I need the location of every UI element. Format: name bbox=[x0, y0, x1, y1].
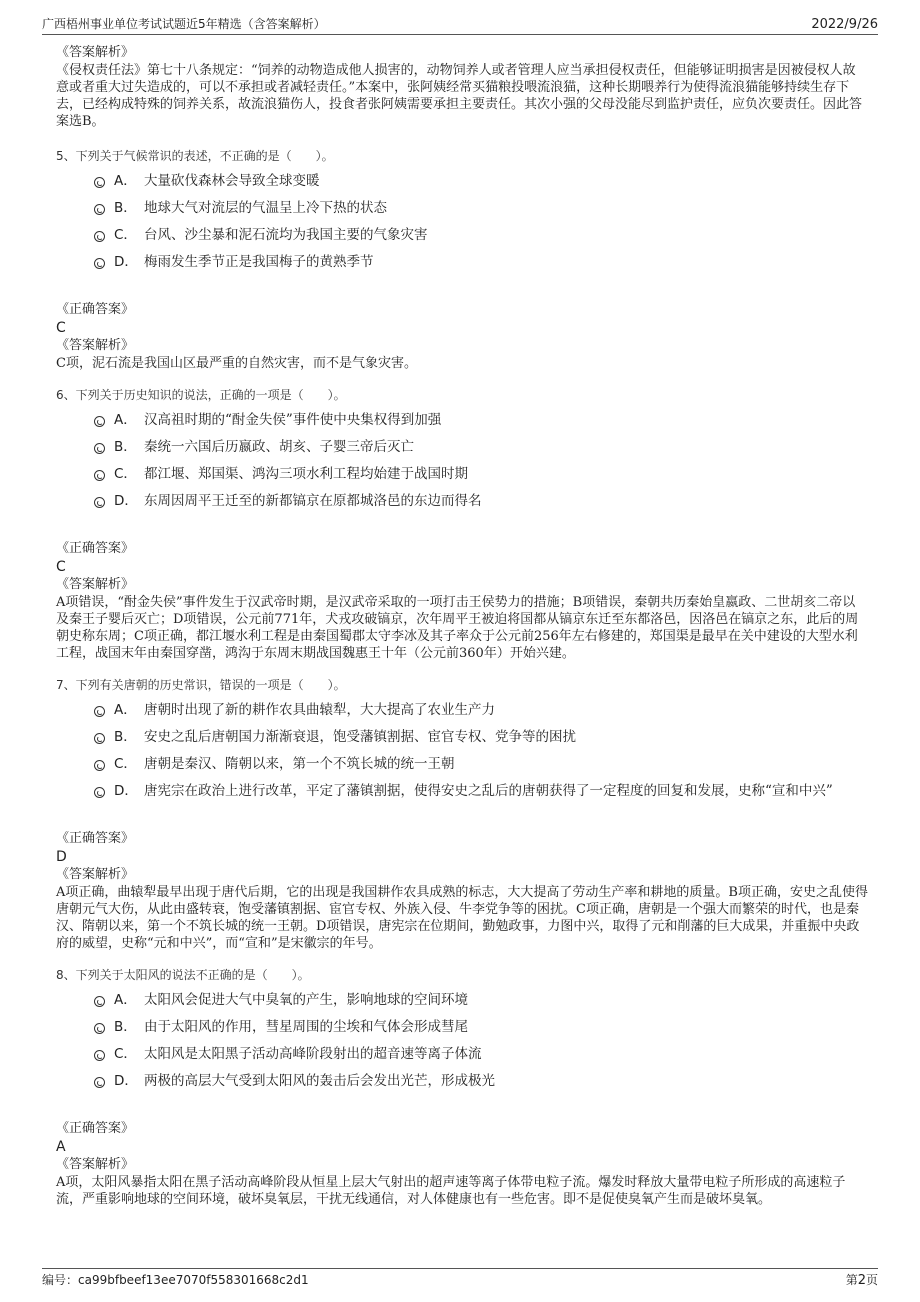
document-title: 广西梧州事业单位考试试题近5年精选（含答案解析） bbox=[42, 17, 326, 31]
option-c[interactable]: C． 太阳风是太阳黑子活动高峰阶段射出的超音速等离子体流 bbox=[56, 1044, 868, 1065]
option-b[interactable]: B． 地球大气对流层的气温呈上冷下热的状态 bbox=[56, 198, 868, 219]
answer-value: D bbox=[56, 849, 67, 865]
analysis-label: 《答案解析》 bbox=[56, 45, 135, 60]
radio-icon[interactable] bbox=[94, 1050, 105, 1061]
option-d[interactable]: D． 两极的高层大气受到太阳风的轰击后会发出光芒，形成极光 bbox=[56, 1071, 868, 1092]
question-stem: 5、下列关于气候常识的表述，不正确的是（ ）。 bbox=[56, 149, 334, 163]
question-stem: 7、下列有关唐朝的历史常识，错误的一项是（ ）。 bbox=[56, 678, 346, 692]
radio-icon[interactable] bbox=[94, 1023, 105, 1034]
page-footer bbox=[42, 1268, 878, 1289]
answer-label: 《正确答案》 bbox=[56, 831, 135, 846]
radio-icon[interactable] bbox=[94, 760, 105, 771]
radio-icon[interactable] bbox=[94, 416, 105, 427]
option-b[interactable]: B． 安史之乱后唐朝国力渐渐衰退，饱受藩镇割据、宦官专权、党争等的困扰 bbox=[56, 727, 868, 748]
option-a[interactable]: A． 太阳风会促进大气中臭氧的产生，影响地球的空间环境 bbox=[56, 990, 868, 1011]
answer-label: 《正确答案》 bbox=[56, 302, 135, 317]
radio-icon[interactable] bbox=[94, 204, 105, 215]
option-d[interactable]: D． 唐宪宗在政治上进行改革，平定了藩镇割据，使得安史之乱后的唐朝获得了一定程度的回复和发展，史称“宣和中兴” bbox=[56, 781, 868, 802]
option-a[interactable]: A． 大量砍伐森林会导致全球变暖 bbox=[56, 171, 868, 192]
radio-icon[interactable] bbox=[94, 470, 105, 481]
radio-icon[interactable] bbox=[94, 497, 105, 508]
page-content bbox=[56, 44, 868, 1208]
analysis-text: C项，泥石流是我国山区最严重的自然灾害，而不是气象灾害。 bbox=[56, 356, 417, 371]
radio-icon[interactable] bbox=[94, 177, 105, 188]
page-number: 第2页 bbox=[845, 1272, 878, 1288]
option-b[interactable]: B． 秦统一六国后历嬴政、胡亥、子婴三帝后灭亡 bbox=[56, 437, 868, 458]
option-d[interactable]: D． 东周因周平王迁至的新都镐京在原都城洛邑的东边而得名 bbox=[56, 491, 868, 512]
radio-icon[interactable] bbox=[94, 733, 105, 744]
option-c[interactable]: C． 唐朝是秦汉、隋朝以来，第一个不筑长城的统一王朝 bbox=[56, 754, 868, 775]
radio-icon[interactable] bbox=[94, 231, 105, 242]
analysis-label: 《答案解析》 bbox=[56, 867, 135, 882]
page-header bbox=[42, 10, 878, 35]
option-a[interactable]: A． 唐朝时出现了新的耕作农具曲辕犁，大大提高了农业生产力 bbox=[56, 700, 868, 721]
radio-icon[interactable] bbox=[94, 996, 105, 1007]
analysis-label: 《答案解析》 bbox=[56, 1157, 135, 1172]
answer-value: C bbox=[56, 559, 66, 575]
radio-icon[interactable] bbox=[94, 258, 105, 269]
option-b[interactable]: B． 由于太阳风的作用，彗星周围的尘埃和气体会形成彗尾 bbox=[56, 1017, 868, 1038]
option-a[interactable]: A． 汉高祖时期的“酎金失侯”事件使中央集权得到加强 bbox=[56, 410, 868, 431]
analysis-text: A项正确，曲辕犁最早出现于唐代后期，它的出现是我国耕作农具成熟的标志，大大提高了劳动生产率和耕地的质量。B项正确，安史之乱使得唐朝元气大伤，从此由盛转衰，饱受藩镇割据、宦官专权、外族入侵、牛李党争等的困扰。C项正确，唐朝是一个强大而繁荣的时代，也是秦汉、隋朝以来，第一个不筑长城的统一王朝。D项错误，唐宪宗在位期间，勤勉政事，力图中兴，取得了元和削藩的巨大成果，并重振中央政府的威望，史称“元和中兴”，而“宣和”是宋徽宗的年号。 bbox=[56, 885, 868, 951]
radio-icon[interactable] bbox=[94, 443, 105, 454]
analysis-text: A项，太阳风暴指太阳在黑子活动高峰阶段从恒星上层大气射出的超声速等离子体带电粒子流。爆发时释放大量带电粒子所形成的高速粒子流，严重影响地球的空间环境，破坏臭氧层，干扰无线通信，对人体健康也有一些危害。即不是促使臭氧产生而是破坏臭氧。 bbox=[56, 1175, 846, 1207]
analysis-text: A项错误，“酎金失侯”事件发生于汉武帝时期，是汉武帝采取的一项打击王侯势力的措施；B项错误，秦朝共历秦始皇嬴政、二世胡亥二帝以及秦王子婴后灭亡；D项错误，公元前771年，犬戎攻破镐京，次年周平王被迫将国都从镐京东迁至东都洛邑，因洛邑在镐京之东，此后的周朝史称东周；C项正确，都江堰水利工程是由秦国蜀郡太守李冰及其子率众于公元前256年左右修建的，郑国渠是最早在关中建设的大型水利工程，战国末年由秦国穿凿，鸿沟于东周末期战国魏惠王十年（公元前360年）开始兴建。 bbox=[56, 595, 859, 661]
analysis-label: 《答案解析》 bbox=[56, 338, 135, 353]
analysis-label: 《答案解析》 bbox=[56, 577, 135, 592]
answer-value: C bbox=[56, 320, 66, 336]
answer-value: A bbox=[56, 1139, 66, 1155]
document-date: 2022/9/26 bbox=[811, 17, 878, 32]
option-d[interactable]: D． 梅雨发生季节正是我国梅子的黄熟季节 bbox=[56, 252, 868, 273]
answer-label: 《正确答案》 bbox=[56, 541, 135, 556]
option-c[interactable]: C． 台风、沙尘暴和泥石流均为我国主要的气象灾害 bbox=[56, 225, 868, 246]
document-code: 编号：ca99bfbeef13ee7070f558301668c2d1 bbox=[42, 1272, 309, 1287]
question-stem: 6、下列关于历史知识的说法，正确的一项是（ ）。 bbox=[56, 388, 346, 402]
option-c[interactable]: C． 都江堰、郑国渠、鸿沟三项水利工程均始建于战国时期 bbox=[56, 464, 868, 485]
analysis-text: 《侵权责任法》第七十八条规定：“饲养的动物造成他人损害的，动物饲养人或者管理人应当承担侵权责任，但能够证明损害是因被侵权人故意或者重大过失造成的，可以不承担或者减轻责任。”本案中，张阿姨经常买猫粮投喂流浪猫，这种长期喂养行为使得流浪猫能够持续生存下去，已经构成特殊的饲养关系，故流浪猫伤人，投食者张阿姨需要承担主要责任。其次小强的父母没能尽到监护责任，应负次要责任。因此答案选B。 bbox=[56, 63, 863, 129]
answer-label: 《正确答案》 bbox=[56, 1121, 135, 1136]
radio-icon[interactable] bbox=[94, 706, 105, 717]
question-stem: 8、下列关于太阳风的说法不正确的是（ ）。 bbox=[56, 968, 310, 982]
radio-icon[interactable] bbox=[94, 787, 105, 798]
radio-icon[interactable] bbox=[94, 1077, 105, 1088]
